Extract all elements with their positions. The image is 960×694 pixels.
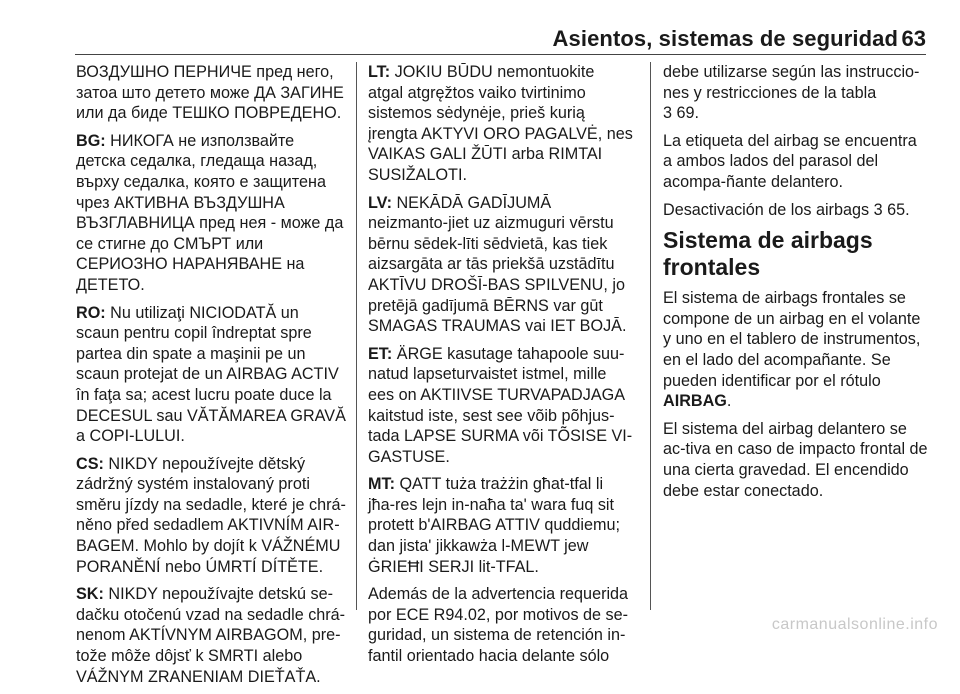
page-reference-icon: 3 — [873, 200, 883, 219]
lang-label-ro: RO: — [76, 303, 106, 322]
label-location-paragraph: La etiqueta del airbag se encuentra a ambos lados del parasol del acompa-ñante delantero. — [663, 131, 917, 191]
warning-cs — [76, 454, 346, 578]
additional-info-paragraph: Además de la advertencia requerida por ECE R94.02, por motivos de se-guridad, un sistema de retención in-fantil orientado hacia delante sólo — [368, 585, 629, 666]
header-rule — [75, 54, 926, 55]
warning-et — [368, 344, 633, 468]
lang-label-bg: BG: — [76, 131, 106, 150]
warning-text-cs: NIKDY nepoužívejte dětský zádržný systém instalovaný proti směru jízdy na sedadle, které je chrá-něno před sedadlem AKTIVNÍM AIR-BAGEM. Mohlo by dojít k VÁŽNÉMU PORANĚNÍ nebo ÚMRTÍ DÍTĚTE. — [76, 454, 346, 576]
warning-ro — [76, 303, 346, 447]
section-heading: Sistema de airbags frontales — [663, 227, 873, 281]
warning-lv — [368, 193, 633, 337]
page-reference-link[interactable]: 65. — [882, 200, 910, 219]
warning-text-bg: НИКОГА не използвайте детска седалка, гледаща назад, върху седалка, която е защитена чрез АКТИВНА ВЪЗДУШНА ВЪЗГЛАВНИЦА пред нея - може да се стигне до СМЪРТ или СЕРИОЗНО НАРАНЯВАНЕ на ДЕТЕТО. — [76, 131, 344, 294]
page-header — [0, 0, 960, 56]
warning-mk-continued: ВОЗДУШНО ПЕРНИЧЕ пред него, затоа што детето може ДА ЗАГИНЕ или да биде ТЕШКО ПОВРЕДЕНО. — [76, 63, 344, 123]
lang-label-lv: LV: — [368, 193, 392, 212]
airbag-label: AIRBAG — [663, 392, 727, 411]
warning-bg — [76, 131, 346, 296]
deactivation-paragraph — [663, 200, 929, 221]
restrictions-paragraph — [663, 62, 929, 124]
warning-lt — [368, 62, 633, 186]
watermark: carmanualsonline.info — [771, 616, 938, 633]
column-divider-left — [356, 62, 357, 610]
lang-label-mt: MT: — [368, 475, 395, 494]
page-reference-icon: 3 — [663, 104, 673, 123]
page-number: 63 — [901, 26, 926, 51]
deactivation-text: Desactivación de los airbags — [663, 200, 874, 219]
page-reference-link[interactable]: 69. — [672, 104, 700, 123]
frontal-airbags-paragraph — [663, 288, 929, 412]
warning-text-mt: QATT tuża trażżin għat-tfal li jħa-res lejn in-naħa ta' wara fuq sit protett b'AIRBAG ATTIV quddiemu; dan jista' jikkawża l-MEWT jew ĠRIEĦI SERJI lit-TFAL. — [368, 475, 621, 576]
restrictions-text: debe utilizarse según las instruccio-nes y restricciones de la tabla — [663, 63, 920, 102]
warning-text-lt: JOKIU BŪDU nemontuokite atgal atgręžtos vaiko tvirtinimo sistemos sėdynėje, prieš kurią įrengta AKTYVI ORO PAGALVĖ, nes VAIKAS GALI ŽŪTI arba RIMTAI SUSIŽALOTI. — [368, 63, 633, 184]
frontal-airbags-text: El sistema de airbags frontales se compone de un airbag en el volante y uno en el tablero de instrumentos, en el lado del acompañante. Se pueden identificar por el rótulo — [663, 289, 921, 390]
column-left — [76, 62, 346, 694]
column-divider-right — [650, 62, 651, 610]
lang-label-sk: SK: — [76, 585, 104, 604]
warning-text-et: ÄRGE kasutage tahapoole suu-natud lapseturvaistet istmel, mille ees on AKTIIVSE TURVAPADJAGA kaitstud iste, sest see võib põhjus-tada LAPSE SURMA või TÕSISE VI-GASTUSE. — [368, 344, 633, 466]
column-middle — [368, 62, 633, 674]
lang-label-lt: LT: — [368, 63, 391, 81]
column-right — [663, 62, 929, 508]
frontal-airbags-text-end: . — [726, 392, 732, 411]
warning-text-ro: Nu utilizaţi NICIODATĂ un scaun pentru copil îndreptat spre partea din spate a maşinii pe un scaun protejat de un AIRBAG ACTIV în faţa sa; acest lucru poate duce la DECESUL sau VĂTĂMAREA GRAVĂ a COPI-LULUI. — [76, 303, 346, 446]
warning-text-sk: NIKDY nepoužívajte detskú se-dačku otočenú vzad na sedadle chrá-nenom AKTÍVNYM AIRBAGOM, pre-tože môže dôjsť k SMRTI alebo VÁŽNYM ZRANENIAM DIEŤAŤA. — [76, 585, 346, 686]
warning-text-lv: NEKĀDĀ GADĪJUMĀ neizmanto-jiet uz aizmuguri vērstu bērnu sēdek-līti sēdvietā, kas tiek aizsargāta ar tās priekšā uzstādītu AKTĪVU DROŠĪ-BAS SPILVENU, jo pretējā gadījumā BĒRNS var gūt SMAGAS TRAUMAS vai IET BOJĀ. — [368, 193, 627, 336]
lang-label-et: ET: — [368, 344, 393, 363]
page-title: Asientos, sistemas de seguridad — [552, 26, 898, 51]
activation-paragraph: El sistema del airbag delantero se ac-tiva en caso de impacto frontal de una cierta gravedad. El encendido debe estar conectado. — [663, 419, 928, 500]
warning-sk — [76, 584, 346, 687]
lang-label-cs: CS: — [76, 454, 104, 473]
warning-mt — [368, 474, 633, 577]
